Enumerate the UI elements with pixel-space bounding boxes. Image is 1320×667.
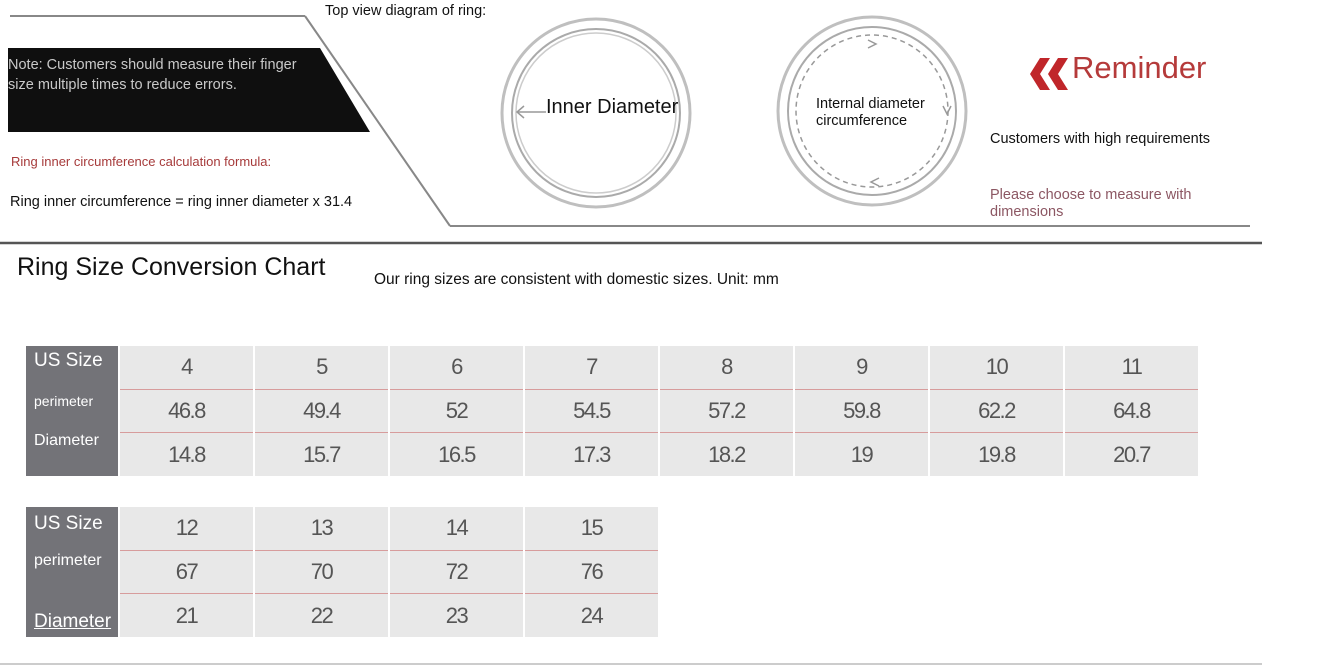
size-column (525, 346, 658, 476)
diameter-cell: 20.7 (1113, 441, 1150, 467)
row-header-diameter: Diameter (34, 611, 112, 632)
size-column (525, 507, 658, 637)
size-column (660, 346, 793, 476)
formula-label: Ring inner circumference calculation formula: (11, 154, 272, 169)
us-size-cell: 10 (930, 346, 1063, 390)
diameter-cell: 21 (175, 602, 198, 628)
perimeter-cell: 67 (120, 551, 253, 595)
perimeter-cell: 49.4 (255, 390, 388, 434)
size-column (120, 346, 253, 476)
perimeter-cell: 59.8 (795, 390, 928, 434)
diameter-cell: 14.8 (168, 441, 205, 467)
row-header-perimeter: perimeter (34, 552, 102, 569)
diameter-cell: 19.8 (978, 441, 1015, 467)
us-size-cell: 13 (255, 507, 388, 551)
us-size-cell: 14 (390, 507, 523, 551)
size-column (255, 507, 388, 637)
perimeter-cell: 64.8 (1065, 390, 1198, 434)
us-size-cell: 6 (390, 346, 523, 390)
row-header-us-size: US Size (34, 350, 103, 371)
note-text: Note: Customers should measure their finger size multiple times to reduce errors. (8, 57, 297, 93)
diameter-cell: 16.5 (438, 441, 475, 467)
chart-subtitle: Our ring sizes are consistent with domestic sizes. Unit: mm (374, 271, 779, 288)
us-size-cell: 15 (525, 507, 658, 551)
size-column (390, 507, 523, 637)
perimeter-cell: 70 (255, 551, 388, 595)
size-column (120, 507, 253, 637)
us-size-cell: 9 (795, 346, 928, 390)
us-size-cell: 7 (525, 346, 658, 390)
size-column (255, 346, 388, 476)
us-size-cell: 5 (255, 346, 388, 390)
us-size-cell: 11 (1065, 346, 1198, 390)
diameter-cell: 24 (580, 602, 603, 628)
size-table-2 (26, 507, 658, 637)
ring2-label-line1: Internal diameter (816, 96, 925, 112)
perimeter-cell: 46.8 (120, 390, 253, 434)
perimeter-cell: 54.5 (525, 390, 658, 434)
reminder-line2: Please choose to measure with dimensions (990, 187, 1192, 220)
row-header-diameter: Diameter (34, 432, 99, 449)
us-size-cell: 4 (120, 346, 253, 390)
size-table-1 (26, 346, 1198, 476)
chart-title: Ring Size Conversion Chart (17, 253, 326, 281)
diagram-title: Top view diagram of ring: (325, 3, 487, 19)
ring2-label-line2: circumference (816, 113, 908, 129)
size-column (795, 346, 928, 476)
perimeter-cell: 76 (525, 551, 658, 595)
perimeter-cell: 52 (390, 390, 523, 434)
row-header-perimeter: perimeter (34, 393, 94, 409)
perimeter-cell: 57.2 (660, 390, 793, 434)
perimeter-cell: 72 (390, 551, 523, 595)
size-column (930, 346, 1063, 476)
table2-row-headers (26, 507, 118, 637)
diameter-cell: 15.7 (303, 441, 340, 467)
size-column (390, 346, 523, 476)
formula-text: Ring inner circumference = ring inner diameter x 31.4 (10, 194, 353, 210)
reminder-title: Reminder (1072, 50, 1207, 85)
diameter-cell: 17.3 (573, 441, 610, 467)
ring1-label: Inner Diameter (546, 96, 679, 118)
diameter-cell: 18.2 (708, 441, 745, 467)
diameter-cell: 23 (445, 602, 468, 628)
double-chevron-left-icon (1022, 56, 1072, 92)
diameter-cell: 22 (310, 602, 333, 628)
table1-row-headers (26, 346, 118, 476)
us-size-cell: 12 (120, 507, 253, 551)
row-header-us-size: US Size (34, 513, 103, 534)
diameter-cell: 19 (850, 441, 873, 467)
perimeter-cell: 62.2 (930, 390, 1063, 434)
reminder-line1: Customers with high requirements (990, 131, 1211, 147)
size-column (1065, 346, 1198, 476)
us-size-cell: 8 (660, 346, 793, 390)
